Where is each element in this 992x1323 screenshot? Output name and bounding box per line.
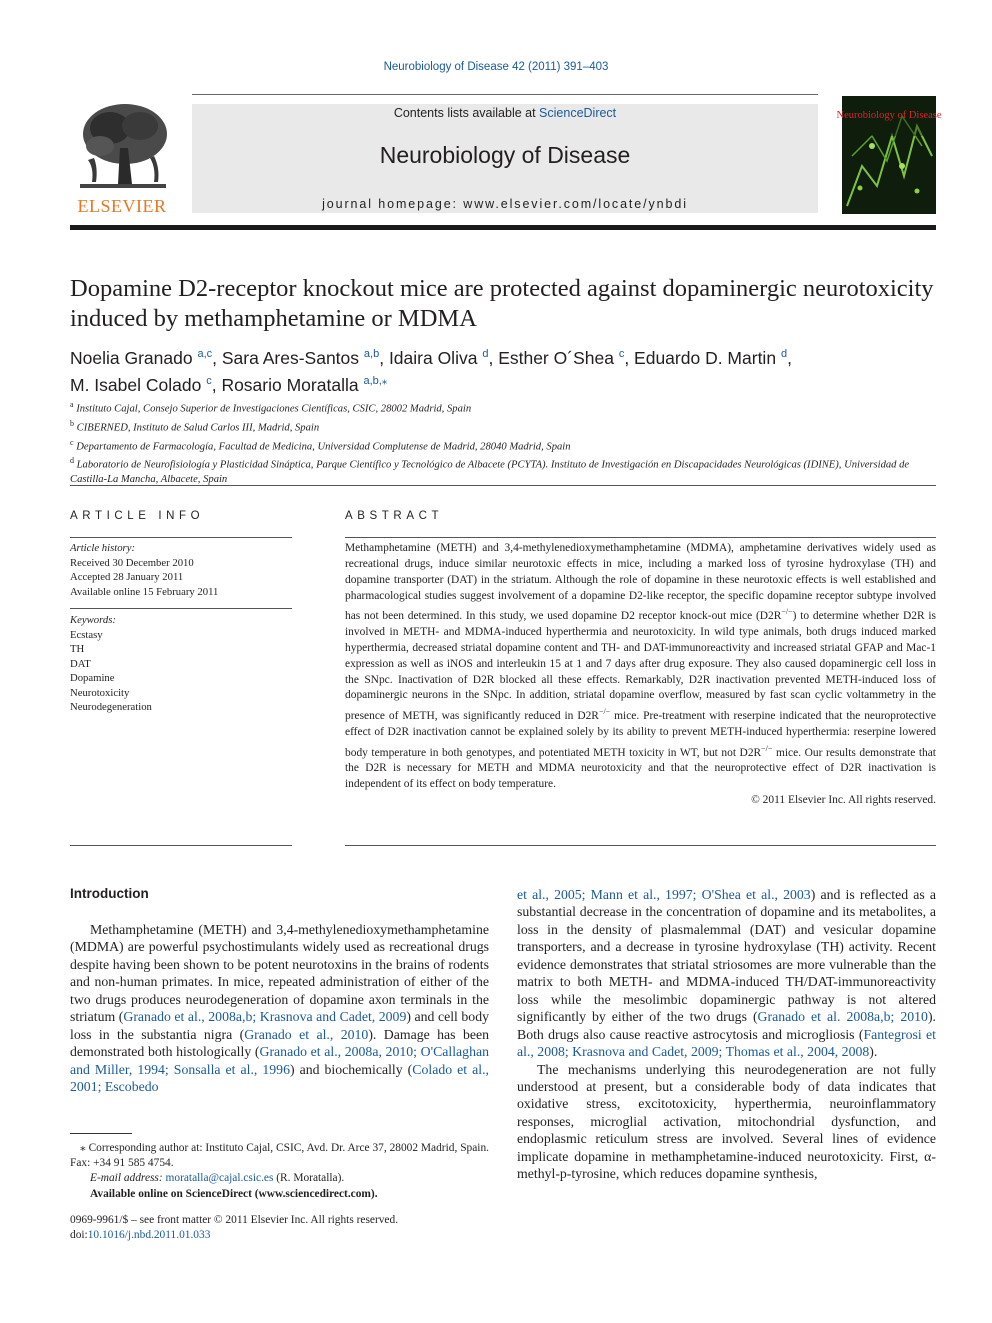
elsevier-tree-icon [70,98,174,216]
citation-link[interactable]: Colado et al., 2001; Escobedo [70,1061,489,1095]
keywords-label: Keywords: [70,614,116,626]
journal-cover-image [836,96,942,214]
keyword: Dopamine [70,672,115,684]
history-item: Accepted 28 January 2011 [70,571,184,583]
footnote-divider [70,1133,132,1134]
email-link[interactable]: moratalla@cajal.csic.es [165,1172,274,1185]
keywords [70,613,292,715]
elsevier-wordmark: ELSEVIER [77,196,167,216]
header-thick-rule [70,225,936,230]
cover-title: Neurobiology of Disease [836,110,942,121]
article-history [70,541,292,599]
publication-info [70,1213,570,1243]
history-item: Received 30 December 2010 [70,556,194,569]
author: Esther O´Shea $^c$, [498,347,635,368]
abstract-copyright: © 2011 Elsevier Inc. All rights reserved. [751,794,936,807]
journal-homepage[interactable]: journal homepage: www.elsevier.com/locate/ynbdi [322,197,688,211]
author-list [70,343,936,397]
citation-link[interactable]: Granado et al., 2010 [244,1026,369,1042]
body-paragraph: et al., 2005; Mann et al., 1997; O'Shea et al., 2003) and is reflected as a substantial decrease in the concentration of dopamine and its metabolites, a loss in the density of plasmalemmal (DAT) and vesicular dopamine transporters, and a decrease in tyrosine hydroxylase (TH) activity. Recent evidence demonstrates that striatal striosomes are more vulnerable than the matrix to both METH- and MDMA-induced TH/DAT-immunoreactivity loss while the mesolimbic dopaminergic pathway is not altered significantly by either of the two drugs (Granado et al. 2008a,b; 2010). Both drugs also cause reactive astrocytosis and microgliosis (Fantegrosi et al., 2008; Krasnova and Cadet, 2009; Thomas et al., 2004, 2008). [517,887,936,1060]
affiliation: $^c$ Departamento de Farmacología, Facultad de Medicina, Universidad Complutense de Madrid, 28040 Madrid, Spain [70,437,571,453]
contents-line [192,106,818,120]
section-heading-introduction: Introduction [70,886,149,901]
journal-name: Neurobiology of Disease [379,142,631,168]
keyword: Neurotoxicity [70,686,130,699]
history-label: Article history: [70,542,136,554]
author: Sara Ares-Santos $^{a,b}$, [221,347,389,368]
author: Noelia Granado $^{a,c}$, [70,347,222,368]
article-info-heading: ARTICLE INFO [70,510,205,522]
author: Rosario Moratalla $^{a,b,⁎}$ [221,374,388,395]
issn-line: 0969-9961/$ – see front matter © 2011 Elsevier Inc. All rights reserved. [70,1214,399,1226]
email-note: E-mail address: moratalla@cajal.csic.es (R. Moratalla). [90,1172,345,1185]
keyword: Ecstasy [70,628,103,641]
author: M. Isabel Colado $^c$, [70,374,222,395]
divider [345,845,936,846]
contents-prefix: Contents lists available at [393,106,540,120]
citation-link[interactable]: et al., 2005; Mann et al., 1997; O'Shea et al., 2003 [517,887,811,902]
abstract-heading: ABSTRACT [345,510,444,522]
keyword: TH [70,643,85,655]
article-title: Dopamine D2-receptor knockout mice are protected against dopaminergic neurotoxicity induced by methamphetamine or MDMA [70,275,934,332]
divider [70,845,292,846]
body-column-left [70,921,489,1096]
affiliation: $^d$ Laboratorio de Neurofisiología y Plasticidad Sináptica, Parque Científico y Tecnológico de Albacete (PCYTA). Instituto de Investigación en Discapacidades Neurológicas (IDINE), Universidad de Castilla-La Mancha, Albacete, Spain [70,456,910,486]
citation-link[interactable]: Granado et al., 2008a,b; Krasnova and Cadet, 2009 [123,1009,407,1025]
abstract-paragraph: Methamphetamine (METH) and 3,4-methylenedioxymethamphetamine (MDMA), amphetamine derivatives widely used as recreational drugs, induce similar neurotoxic effects in mice, including a marked loss of tyrosine hydroxylase (TH) and dopamine transporter (DAT) in the striatum. Although the role of dopamine in these neurotoxic effects is well established and pharmacological studies suggest involvement of a dopamine D2-like receptor, the specific dopamine receptor subtype involved has not been determined. In this study, we used dopamine D2 receptor knock-out mice (D2R−/−) to determine whether D2R is involved in METH- and MDMA-induced hyperthermia and neurotoxicity. In wild type animals, both drugs induced marked hyperthermia, decreased striatal dopamine content and TH- and DAT-immunoreactivity and increased striatal GFAP and Mac-1 expression as well as iNOS and interleukin 15 at 1 and 7 days after drug exposure. They also caused dopaminergic cell loss in the SNpc. Inactivation of D2R blocked all these effects. Remarkably, D2R inactivation prevented METH-induced loss of dopaminergic neurons in the SNpc. In addition, striatal dopamine overflow, measured by fast scan cyclic voltammetry in the presence of METH, was significantly reduced in D2R−/− mice. Pre-treatment with reserpine indicated that the neuroprotective effect of D2R inactivation cannot be explained solely by its ability to prevent METH-induced hyperthermia: reserpine lowered body temperature in both genotypes, and potentiated METH toxicity in WT, but not D2R−/− mice. Our results demonstrate that the D2R is necessary for METH and MDMA neurotoxicity and that the neuroprotective effect of D2R inactivation is independent of its effect on body temperature. [345,542,936,791]
citation-link[interactable]: Fantegrosi et al., 2008; Krasnova and Cadet, 2009; Thomas et al., 2004, 2008 [517,1026,936,1060]
journal-citation[interactable]: Neurobiology of Disease 42 (2011) 391–403 [383,61,609,73]
journal-cover-thumbnail [836,96,942,214]
header-divider [192,94,818,95]
body-paragraph: Methamphetamine (METH) and 3,4-methylenedioxymethamphetamine (MDMA) are powerful psychostimulants widely used as recreational drugs despite having been shown to be potent neurotoxins in the brains of rodents and non-human primates. In mice, repeated administration of either of the two drugs produces neurodegeneration of dopamine axon terminals in the striatum (Granado et al., 2008a,b; Krasnova and Cadet, 2009) and cell body loss in the substantia nigra (Granado et al., 2010). Damage has been demonstrated both histologically (Granado et al., 2008a, 2010; O'Callaghan and Miller, 1994; Sonsalla et al., 1996) and biochemically (Colado et al., 2001; Escobedo [70,922,490,1095]
affiliation: $^b$ CIBERNED, Instituto de Salud Carlos III, Madrid, Spain [70,418,320,434]
keyword: Neurodegeneration [70,701,152,713]
author: Idaira Oliva $^d$, [388,347,499,368]
affiliations [70,398,936,488]
sciencedirect-link[interactable]: ScienceDirect [539,106,617,120]
author: Eduardo D. Martin $^d$, [634,347,792,368]
body-column-right [517,886,936,1183]
corresponding-author-note: ⁎ Corresponding author at: Instituto Cajal, CSIC, Avd. Dr. Arce 37, 28002 Madrid, Spain. Fax: +34 91 585 4754. [70,1142,489,1170]
divider [70,608,292,609]
divider [345,537,936,538]
footnotes [70,1141,489,1202]
availability-note: Available online on ScienceDirect (www.sciencedirect.com). [90,1187,378,1200]
doi-line: doi:10.1016/j.nbd.2011.01.033 [70,1229,211,1242]
divider [70,485,936,486]
affiliation: $^a$ Instituto Cajal, Consejo Superior de Investigaciones Científicas, CSIC, 28002 Madrid, Spain [70,400,472,415]
history-item: Available online 15 February 2011 [70,585,219,598]
elsevier-logo [70,98,174,216]
doi-link[interactable]: 10.1016/j.nbd.2011.01.033 [87,1229,211,1242]
divider [70,537,292,538]
abstract-body [345,541,936,809]
keyword: DAT [70,657,91,670]
citation-link[interactable]: Granado et al. 2008a,b; 2010 [757,1009,928,1025]
body-paragraph: The mechanisms underlying this neurodegeneration are not fully understood at present, but a considerable body of data indicates that oxidative stress, excitotoxicity, hyperthermia, neuroinflammatory responses, microglial activation, mitochondrial dysfunction, and endoplasmic reticulum stress are involved. Several lines of evidence implicate dopamine in methamphetamine-induced neurotoxicity. First, α-methyl-p-tyrosine, which reduces dopamine synthesis, [517,1061,936,1182]
citation-link[interactable]: Granado et al., 2008a, 2010; O'Callaghan and Miller, 1994; Sonsalla et al., 1996 [70,1044,490,1077]
